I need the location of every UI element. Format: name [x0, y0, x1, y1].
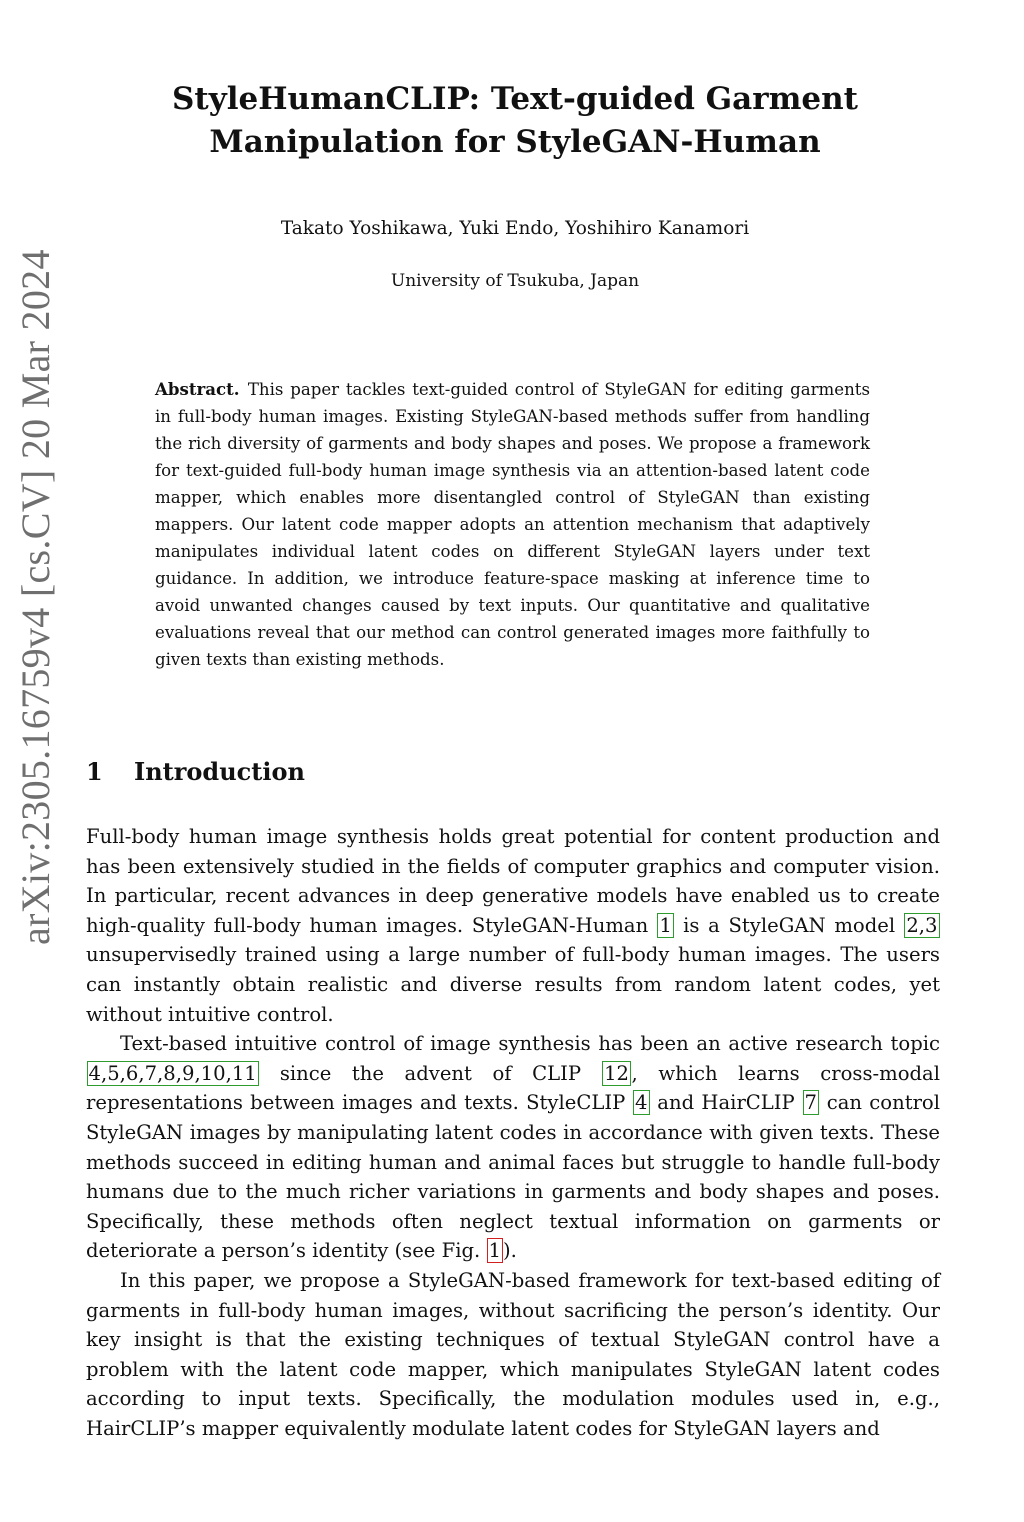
citation-link[interactable]: 7: [804, 1091, 817, 1115]
affiliation: University of Tsukuba, Japan: [390, 271, 640, 291]
paragraph-text: since the advent of CLIP: [259, 1061, 602, 1085]
paragraph-text: and HairCLIP: [650, 1091, 803, 1115]
title-line-2: Manipulation for StyleGAN-Human: [209, 124, 821, 160]
paper-title: [90, 78, 940, 164]
author-list: Takato Yoshikawa, Yuki Endo, Yoshihiro Kanamori: [280, 218, 750, 239]
arxiv-identifier-stamp: arXiv:2305.16759v4 [cs.CV] 20 Mar 2024: [13, 249, 58, 945]
paragraph-3: [86, 1266, 940, 1444]
citation-link[interactable]: 1: [659, 913, 672, 937]
paragraph-text: unsupervisedly trained using a large number of full-body human images. The users can instantly obtain realistic and diverse results from random latent codes, yet without intuitive control.: [86, 943, 940, 1026]
paragraph-text: can control StyleGAN images by manipulating latent codes in accordance with given texts. These methods succeed in editing human and animal faces but struggle to handle full-body humans due to the much richer variations in garments and body shapes and poses. Specifically, these methods often neglect textual information on garments or deteriorate a person’s identity (see Fig.: [86, 1091, 940, 1263]
citation-link[interactable]: 2,3: [906, 913, 938, 937]
abstract-text: This paper tackles text-guided control of StyleGAN for editing garments in full-body human images. Existing StyleGAN-based methods suffer from handling the rich diversity of garments and body shapes and poses. We propose a framework for text-guided full-body human image synthesis via an attention-based latent code mapper, which enables more disentangled control of StyleGAN than existing mappers. Our latent code mapper adopts an attention mechanism that adaptively manipulates individual latent codes on different StyleGAN layers under text guidance. In addition, we introduce feature-space masking at inference time to avoid unwanted changes caused by text inputs. Our quantitative and qualitative evaluations reveal that our method can control generated images more faithfully to given texts than existing methods.: [155, 380, 870, 669]
citation-link[interactable]: 4,5,6,7,8,9,10,11: [88, 1061, 257, 1085]
paragraph-text: is a StyleGAN model: [674, 913, 904, 937]
title-line-1: StyleHumanCLIP: Text-guided Garment: [172, 81, 858, 117]
abstract-label: Abstract.: [155, 379, 240, 399]
citation-link[interactable]: 12: [604, 1061, 630, 1085]
paragraph-1: [86, 822, 940, 1029]
citation-link[interactable]: 4: [635, 1091, 648, 1115]
paragraph-text: Text-based intuitive control of image synthesis has been an active research topic: [120, 1032, 940, 1056]
paragraph-text: Full-body human image synthesis holds great potential for content production and has been extensively studied in the fields of computer graphics and computer vision. In particular, recent advances in deep generative models have enabled us to create high-quality full-body human images. StyleGAN-Human: [86, 825, 940, 937]
body-text: [86, 822, 940, 1443]
paragraph-text: In this paper, we propose a StyleGAN-based framework for text-based editing of garments in full-body human images, without sacrificing the person’s identity. Our key insight is that the existing techniques of textual StyleGAN control have a problem with the latent code mapper, which manipulates StyleGAN latent codes according to input texts. Specifically, the modulation modules used in, e.g., HairCLIP’s mapper equivalently modulate latent codes for StyleGAN layers and: [86, 1268, 940, 1440]
figure-reference-link[interactable]: 1: [488, 1239, 501, 1263]
paragraph-2: [86, 1029, 940, 1266]
section-number: 1: [86, 757, 103, 786]
paragraph-text: , which learns cross-modal representations between images and texts. StyleCLIP: [86, 1061, 941, 1115]
section-heading-introduction: [86, 757, 486, 786]
abstract: [155, 376, 870, 673]
paragraph-text: ).: [502, 1239, 517, 1263]
section-title: Introduction: [134, 757, 305, 786]
